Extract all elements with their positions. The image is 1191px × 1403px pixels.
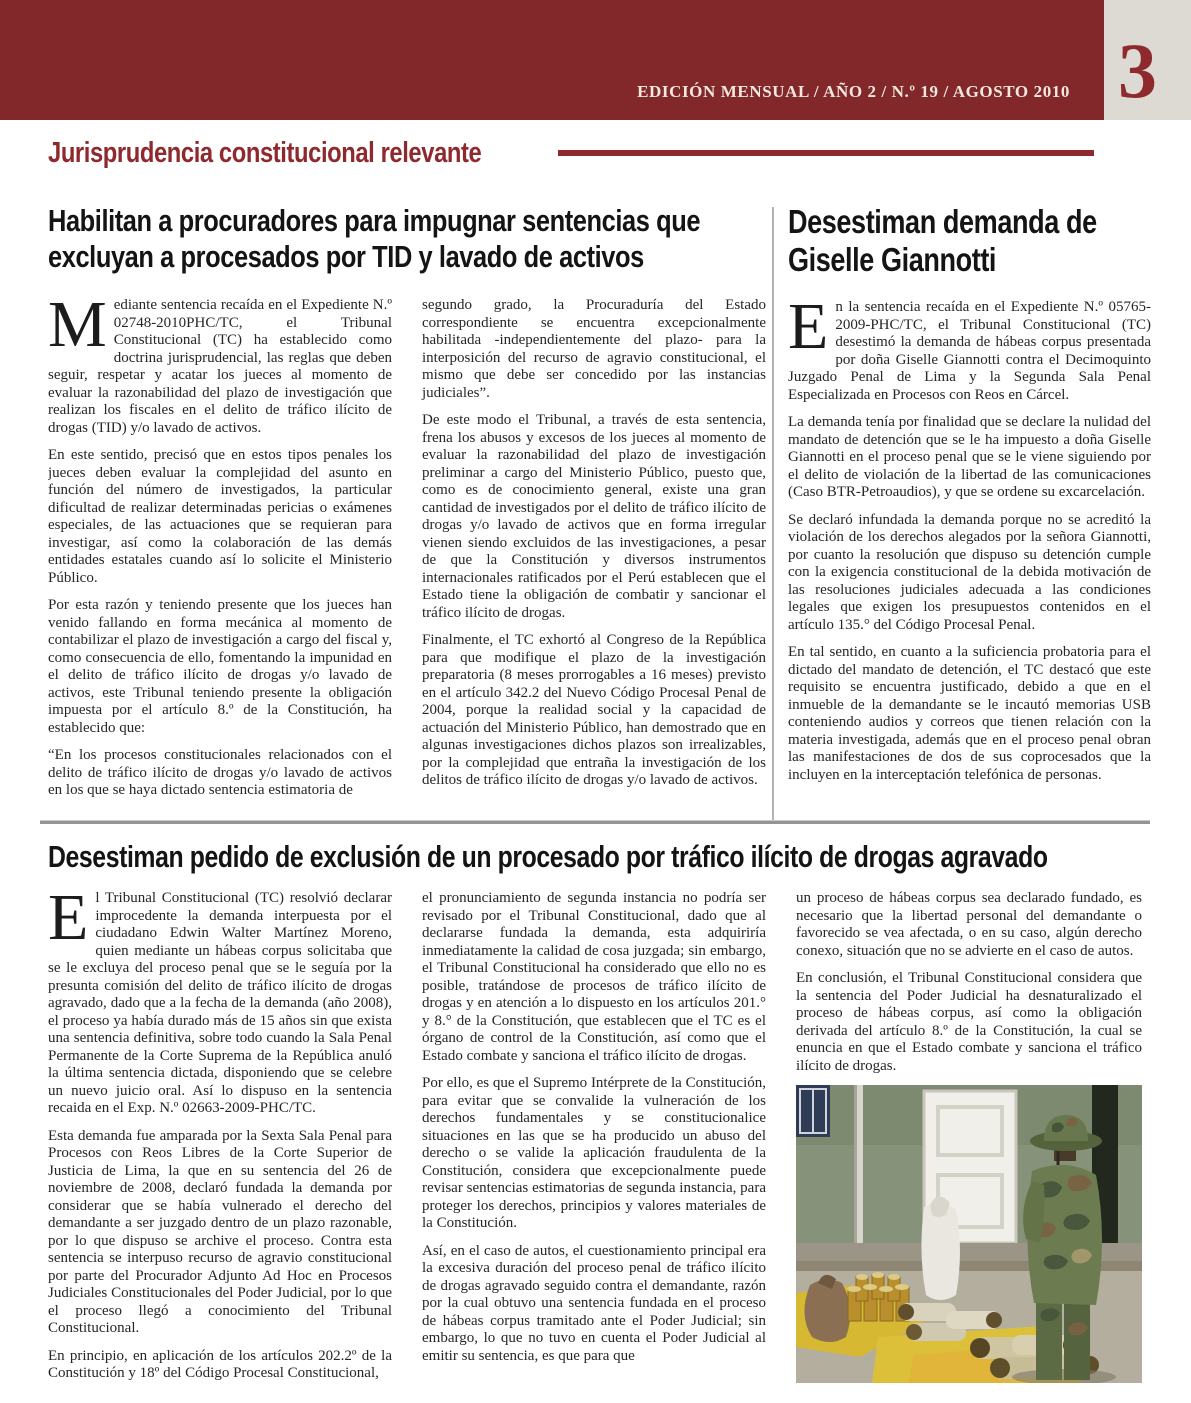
paragraph: En conclusión, el Tribunal Constitucional considera que la sentencia del Poder Judicial ha desnaturalizado el proceso de hábeas corpus, así como la obligación derivada del artículo 8.º de la Constitución, la cual se enuncia en que el Estado combate y sanciona el tráfico ilícito de drogas. [796,970,1142,1074]
paragraph: “En los procesos constitucionales relacionados con el delito de tráfico ilícito de drogas y/o lavado de activos en los que se haya dictado sentencia estimatoria de [48,747,392,798]
drop-cap: M [48,297,107,361]
article-habilitan-procuradores [48,203,766,820]
paragraph: De este modo el Tribunal, a través de esta sentencia, frena los abusos y excesos de los jueces al momento de evaluar la razonabilidad del plazo de investigación preliminar a cargo del Ministerio Público, puesto que, como es de conocimiento general, existe una gran cantidad de investigados por el delito de tráfico ilícito de drogas y/o lavado de activos que en forma irregular vienen siendo excluidos de las investigaciones, a pesar de que la Constitución y diversos instrumentos internacionales ratificados por el Perú establecen que el Estado tiene la obligación de combatir y sancionar el tráfico ilícito de drogas. [422,412,766,621]
paragraph: Así, en el caso de autos, el cuestionamiento principal era la excesiva duración del proceso penal de tráfico ilícito de drogas agravado seguido contra el demandante, razón por la cual obtuvo una sentencia fundada en el proceso de hábeas corpus tramitado ante el Poder Judicial; sin embargo, lo que no tuvo en cuenta el Poder Judicial al emitir su sentencia, es que para que [422,1242,766,1364]
paragraph: En principio, en aplicación de los artículos 202.2º de la Constitución y 18º del Código Procesal Constitucional, [48,1347,392,1381]
article-giselle-giannotti [788,203,1151,822]
paragraph: Por esta razón y teniendo presente que los jueces han venido fallando en forma mecánica al momento de contabilizar el plazo de investigación a cargo del fiscal y, como consecuencia de ello, fomentando la impunidad en el delito de tráfico ilícito de drogas y/o lavado de activos, este Tribunal teniendo presente la obligación impuesta por el artículo 8.º de la Constitución, ha establecido que: [48,597,392,736]
evidence-photo-illustration [796,1085,1142,1383]
paragraph: Finalmente, el TC exhortó al Congreso de la República para que modifique el plazo de la investigación preparatoria (8 meses prorrogables a 16 meses) previsto en el artículo 342.2 del Nuevo Código Procesal Penal de 2004, porque la realidad social y la capacidad de actuación del Ministerio Público, han demostrado que en algunas investigaciones dichos plazos son irrealizables, por la complejidad que entraña la investigación de los delitos de tráfico ilícito de drogas y/o lavado de activos. [422,632,766,788]
paragraph: el pronunciamiento de segunda instancia no podría ser revisado por el Tribunal Constitucional, dado que al declararse fundada la demanda, esta adquiriría inmediatamente la calidad de cosa juzgada; sin embargo, el Tribunal Constitucional ha considerado que ello no es posible, tratándose de procesos de tráfico ilícito de drogas y en atención a lo dispuesto en los artículos 201.° y 8.° de la Constitución, que establecen que el TC es el órgano de control de la Constitución, así como que el Estado combate y sanciona el tráfico ilícito de drogas. [422,890,766,1064]
article-3-column-2 [422,890,766,1401]
article-1-column-2 [422,297,766,820]
drop-cap: E [48,890,89,954]
paragraph: segundo grado, la Procuraduría del Estado correspondiente se encuentra excepcionalmente habilitada -independientemente del plazo- para la interposición del recurso de agravio constitucional, el mismo que debe ser concedido por las instancias judiciales”. [422,297,766,401]
article-exclusion-procesado [48,838,1152,1403]
drop-cap: E [788,299,829,363]
page-number: 3 [1118,27,1157,114]
article-3-column-1 [48,890,392,1401]
article-2-title: Desestiman demanda de Giselle Giannotti [788,203,1097,278]
vertical-divider [772,207,774,821]
paragraph: un proceso de hábeas corpus sea declarado fundado, es necesario que la libertad personal del demandante o favorecido se vea afectada, o en su caso, algún derecho conexo, situación que no se advierte en el caso de autos. [796,890,1142,959]
paragraph: Mediante sentencia recaída en el Expediente N.º 02748-2010PHC/TC, el Tribunal Constitucional (TC) ha establecido como doctrina jurisprudencial, las reglas que deben seguir, respetar y acatar los jueces al momento de evaluar la razonabilidad del plazo de investigación que realizan los fiscales en el delito de tráfico ilícito de drogas (TID) y/o lavado de activos. [48,297,392,436]
section-title: Jurisprudencia constitucional relevante [48,137,482,169]
paragraph: El Tribunal Constitucional (TC) resolvió declarar improcedente la demanda interpuesta por el ciudadano Edwin Walter Martínez Moreno, quien mediante un hábeas corpus solicitaba que se le excluya del proceso penal que se le seguía por la presunta comisión del delito de tráfico ilícito de drogas agravado, dado que a la fecha de la demanda (año 2008), el proceso ya había durado más de 15 años sin que exista una sentencia definitiva, sobre todo cuando la Sala Penal Permanente de la Corte Suprema de la República anuló la última sentencia dictada, disponiendo que se celebre un nuevo juicio oral. Así lo dispuso en la sentencia recaida en el Exp. N.º 02663-2009-PHC/TC. [48,890,392,1116]
article-3-body [48,890,1152,1401]
edition-line: EDICIÓN MENSUAL / AÑO 2 / N.º 19 / AGOSTO 2010 [637,82,1070,101]
page-number-box [1104,0,1191,120]
article-2-body [788,299,1151,822]
article-3-column-3 [796,890,1142,1401]
section-rule [558,150,1094,156]
paragraph: En la sentencia recaída en el Expediente N.º 05765-2009-PHC/TC, el Tribunal Constitucional (TC) desestimó la demanda de hábeas corpus presentada por doña Giselle Giannotti contra el Decimoquinto Juzgado Penal de Lima y la Segunda Sala Penal Especializada en Procesos con Reos en Cárcel. [788,299,1151,403]
horizontal-divider [40,820,1150,824]
paragraph: En este sentido, precisó que en estos tipos penales los jueces deben evaluar la complejidad del asunto en función del número de investigados, la particular dificultad de realizar determinadas pericias o exámenes especiales, de las actuaciones que se requieran para investigar, así como la colaboración de las demás entidades estatales cuando así lo solicite el Ministerio Público. [48,447,392,586]
article-3-title: Desestiman pedido de exclusión de un procesado por tráfico ilícito de drogas agravado [48,839,1048,874]
paragraph: En tal sentido, en cuanto a la suficiencia probatoria para el dictado del mandato de detención, el TC destacó que este requisito se encuentra justificado, debido a que en el inmueble de la demandante se le incautó memorias USB conteniendo audios y correos que tienen relación con la materia investigada, además que en el proceso penal obran las manifestaciones de dos de sus coprocesados que la incluyen en la interceptación telefónica de personas. [788,644,1151,783]
paragraph: Por ello, es que el Supremo Intérprete de la Constitución, para evitar que se convalide la vulneración de los derechos fundamentales y se constitucionalice situaciones en las que se ha producido un abuso del derecho o se valide la aplicación fraudulenta de la Constitución, considera que excepcionalmente puede revisar sentencias estimatorias de segunda instancia, para proteger los derechos, principios y valores materiales de la Constitución. [422,1075,766,1231]
article-1-body [48,297,766,820]
paragraph: La demanda tenía por finalidad que se declare la nulidad del mandato de detención que se le ha impuesto a doña Giselle Giannotti en el proceso penal que se le viene siguiendo por el delito de violación de la libertad de las comunicaciones (Caso BTR-Petroaudios), y que se ordene su excarcelación. [788,414,1151,500]
article-1-title: Habilitan a procuradores para impugnar sentencias que excluyan a procesados por TID y lavado de activos [48,203,701,274]
evidence-photo [796,1085,1142,1383]
paragraph: Esta demanda fue amparada por la Sexta Sala Penal para Procesos con Reos Libres de la Corte Superior de Justicia de Lima, la que en su sentencia del 26 de noviembre de 2008, declaró fundada la demanda por considerar que se había vulnerado el derecho del demandante a ser juzgado dentro de un plazo razonable, por lo que dispuso se archive el proceso. Contra esta sentencia se interpuso recurso de agravio constitucional por parte del Procurador Adjunto Ad Hoc en Procesos Judiciales Constitucionales del Poder Judicial, por lo que el proceso llegó a conocimiento del Tribunal Constitucional. [48,1127,392,1336]
section-header [48,136,1122,170]
article-1-column-1 [48,297,392,820]
paragraph: Se declaró infundada la demanda porque no se acreditó la violación de los derechos alegados por la señora Giannotti, por cuanto la resolución que dispuso su detención cumple con la exigencia constitucional de la debida motivación de las resoluciones judiciales adecuada a las condiciones legales que exigen los presupuestos contenidos en el artículo 135.° del Código Procesal Penal. [788,511,1151,633]
masthead-banner [0,0,1104,120]
